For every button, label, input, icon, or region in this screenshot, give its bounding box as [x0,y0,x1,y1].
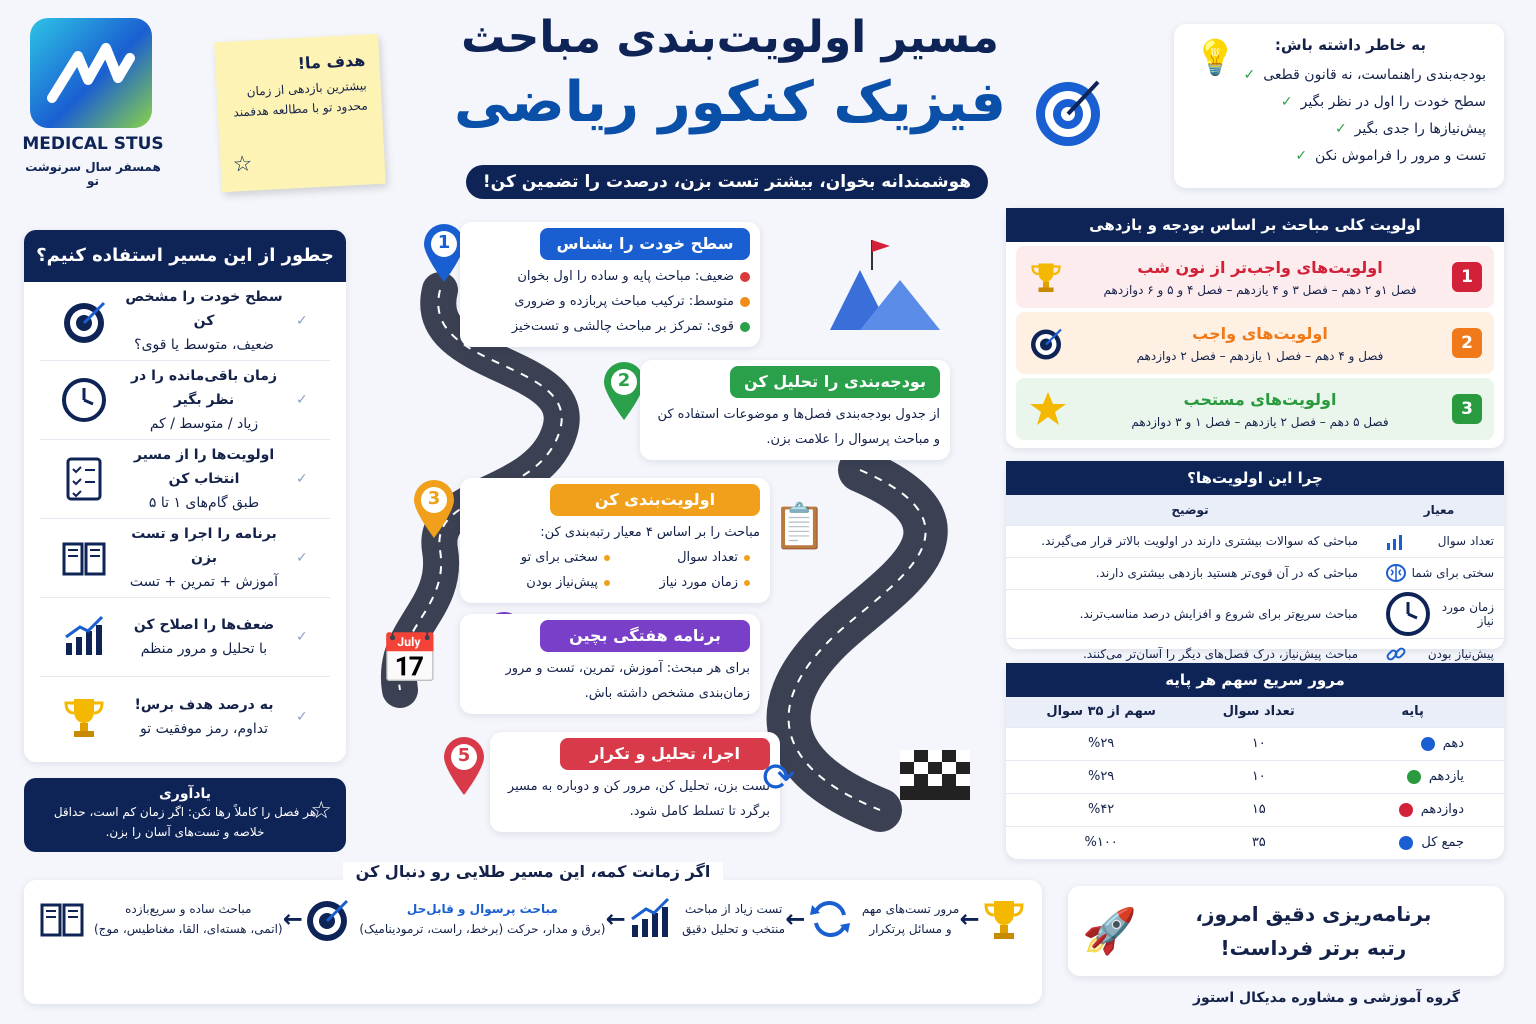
arrow-left-icon: ← [282,905,304,933]
step-line-text: ضعیف: مباحث پایه و ساده را اول بخوان [517,269,734,284]
step-card [460,614,760,714]
priority-row [1016,378,1494,440]
remember-item-text: بودجه‌بندی راهنماست، نه قانون قطعی [1263,67,1486,83]
star-icon [1028,389,1068,429]
criterion-dot [604,580,610,586]
share-row [1006,793,1504,826]
priority-title: اولویت کلی مباحث بر اساس بودجه و بازدهی [1006,208,1504,242]
step-number: 5 [457,745,471,766]
how-to-detail: ضعیف، متوسط یا قوی؟ [134,337,274,353]
chart-icon [626,895,674,943]
brand-name: MEDICAL STUS [22,134,164,154]
remember-item-text: سطح خودت را اول در نظر بگیر [1300,94,1486,110]
check-circle-icon: ✓ [296,471,308,487]
plan-line2: رتبه برتر فرداست! [1220,936,1407,960]
share-count: ۱۰ [1196,727,1321,760]
check-circle-icon: ✓ [296,313,308,329]
check-icon: ✓ [1243,67,1256,83]
check-icon: ✓ [1334,121,1347,137]
priority-detail: فصل و ۴ دهم – فصل ۱ یازدهم – فصل ۲ دوازدهم [1136,348,1384,363]
why-header-criterion: معیار [1374,495,1504,525]
remember-title: به خاطر داشته باش: [1274,36,1426,54]
target-icon [303,895,351,943]
goal-sticky-note [214,34,386,192]
refresh-icon [806,895,854,943]
why-priorities-card [1006,461,1504,661]
step-line [470,289,750,314]
step-body [470,520,760,595]
criterion [610,570,750,595]
rocket-icon: 🚀 [1082,906,1137,957]
check-icon: ✓ [1280,94,1293,110]
step-line [470,264,750,289]
grade-dot [1407,770,1421,784]
priority-card [1006,208,1504,448]
golden-main: مباحث پرسوال و قابل‌حل [406,902,558,916]
step-text: از جدول بودجه‌بندی فصل‌ها و موضوعات استفاده کن و مباحث پرسوال را علامت بزن. [657,407,940,447]
clipboard-icon: 📋 [772,501,827,552]
plan-banner [1068,886,1504,976]
share-title: مرور سریع سهم هر پایه [1006,663,1504,697]
how-to-detail: با تحلیل و مرور منظم [140,641,268,657]
why-criterion-cell [1374,589,1504,638]
how-to-use-card [24,230,346,762]
share-grade: دهم [1442,736,1464,751]
target-icon [56,293,112,349]
priority-text [1080,258,1440,297]
why-criterion-cell [1374,557,1504,589]
criterion [610,545,750,570]
share-header-count: تعداد سوال [1196,697,1321,727]
how-to-row [40,519,330,598]
golden-text [94,899,283,939]
priority-row [1016,312,1494,374]
brain-icon [1384,561,1408,585]
priority-number: 1 [1452,262,1482,292]
arrow-left-icon: ← [785,905,806,933]
reminder-text: هر فصل را کاملاً رها نکن: اگر زمان کم است، حداقل خلاصه و تست‌های آسان را بزن. [53,805,317,839]
step-pin-icon [410,478,458,540]
why-criterion-cell [1374,525,1504,557]
step-body [470,264,750,339]
arrow-left-icon: ← [605,905,626,933]
priority-title: اولویت‌های واجب [1192,323,1328,343]
how-to-text [122,693,286,741]
sticky-title: هدف ما! [297,50,366,74]
why-criterion: تعداد سوال [1437,534,1494,548]
share-percent: %۲۹ [1006,760,1196,793]
remember-item [1192,143,1486,170]
how-to-detail: آموزش + تمرین + تست [129,574,279,590]
chart-icon [56,609,112,665]
why-description: مباحث پیش‌نیاز، درک فصل‌های دیگر را آسان‌تر می‌کنند. [1006,638,1374,670]
brand-logo [30,18,152,128]
grade-dot [1421,737,1435,751]
step-body [470,656,750,706]
how-to-action: برنامه را اجرا و تست بزن [131,526,277,566]
why-table [1006,495,1504,671]
priority-number: 3 [1452,394,1482,424]
arrow-left-icon: ← [959,905,980,933]
golden-main: مباحث ساده و سریع‌بازده [125,902,252,916]
trophy-icon [56,689,112,745]
step-body [650,402,940,452]
priority-detail: فصل ۵ دهم – فصل ۲ یازدهم – فصل ۱ و ۳ دوازدهم [1131,414,1389,429]
why-row [1006,557,1504,589]
criterion-text: پیش‌نیاز بودن [526,575,598,590]
criterion [470,570,610,595]
share-grade: دوازدهم [1420,802,1464,817]
why-description: مباحث سریع‌تر برای شروع و افزایش درصد مناسب‌ترند. [1006,589,1374,638]
road-path [360,210,1000,860]
clock-icon [56,372,112,428]
why-row [1006,589,1504,638]
reminder-title: یادآوری [158,786,212,802]
priority-text [1080,390,1440,429]
remember-card [1174,24,1504,188]
footer-text: گروه آموزشی و مشاوره مدیکال استوز [1193,990,1460,1006]
share-row [1006,760,1504,793]
sticky-text: بیشترین بازدهی از زمان محدود تو با مطالعه هدفمند [233,78,369,120]
share-count: ۱۵ [1196,793,1321,826]
golden-main: تست زیاد از مباحث [684,902,783,916]
criterion-dot [744,555,750,561]
check-icon: ✓ [1295,148,1308,164]
share-percent: %۴۲ [1006,793,1196,826]
share-header-percent: سهم از ۳۵ سوال [1006,697,1196,727]
criterion-text: زمان مورد نیاز [659,575,738,590]
share-grade: یازدهم [1428,769,1464,784]
criterion-dot [744,580,750,586]
criterion-text: تعداد سوال [677,550,738,565]
step-text: تست بزن، تحلیل کن، مرور کن و دوباره به مسیر برگرد تا تسلط کامل شود. [507,779,770,819]
golden-text [682,899,785,939]
how-to-action: زمان باقی‌مانده را در نظر بگیر [130,368,278,408]
golden-main: مرور تست‌های مهم [861,902,960,916]
share-grade-cell [1321,826,1504,859]
trophy-icon [980,895,1028,943]
step-line [470,314,750,339]
reminder-box [24,778,346,852]
golden-detail: و مسائل پرتکرار [869,922,952,936]
golden-detail: (برق و مدار، حرکت (برخط، راست، ترمودینامیک) [359,922,606,936]
share-grade-cell [1321,793,1504,826]
how-to-detail: طبق گام‌های ۱ تا ۵ [148,495,260,511]
why-criterion: پیش‌نیاز بودن [1427,647,1494,661]
how-to-action: سطح خودت را مشخص کن [125,289,283,329]
golden-text [862,899,959,939]
golden-text [359,899,605,939]
step-intro: مباحث را بر اساس ۴ معیار رتبه‌بندی کن: [540,525,760,540]
how-to-detail: زیاد / متوسط / کم [149,416,259,432]
priority-detail: فصل ۱و ۲ دهم – فصل ۳ و ۴ یازدهم – فصل ۴ و ۵ و ۶ دوازدهم [1103,282,1417,297]
page-title: مسیر اولویت‌بندی مباحث [461,12,999,63]
step-card [640,360,950,460]
remember-item-text: پیش‌نیازها را جدی بگیر [1354,121,1486,137]
brand-tagline: همسفر سال سرنوشت تو [25,160,161,188]
remember-item-text: تست و مرور را فراموش نکن [1315,148,1486,164]
step-card [460,478,770,603]
golden-step [303,895,605,943]
star-icon: ☆ [231,151,253,178]
how-to-title: جطور از این مسیر استفاده کنیم؟ [24,230,346,282]
why-criterion: زمان مورد نیاز [1441,599,1494,628]
criterion-text: سختی برای تو [520,550,598,565]
step-title: بودجه‌بندی را تحلیل کن [730,366,940,398]
why-row [1006,525,1504,557]
how-to-row [40,361,330,440]
book-icon [56,530,112,586]
priority-title: اولویت‌های واجب‌تر از نون شب [1137,257,1383,277]
check-circle-icon: ✓ [296,392,308,408]
priority-row [1016,246,1494,308]
step-line-text: متوسط: ترکیب مباحث پربازده و ضروری [514,294,734,309]
check-circle-icon: ✓ [296,550,308,566]
finish-flag-icon [900,750,970,800]
share-table [1006,697,1504,860]
step-title: اولویت‌بندی کن [550,484,760,516]
target-icon [1028,325,1068,361]
step-number: 2 [617,370,631,391]
how-to-row [40,677,330,756]
golden-detail: (اتمی، هسته‌ای، القا، مغناطیس، موج) [94,922,283,936]
share-percent: %۲۹ [1006,727,1196,760]
share-grade-cell [1321,727,1504,760]
remember-item [1192,116,1486,143]
check-circle-icon: ✓ [296,629,308,645]
priority-number: 2 [1452,328,1482,358]
level-dot [740,272,750,282]
how-to-text [122,522,286,594]
criterion [470,545,610,570]
criteria-grid [470,545,760,595]
share-grade-cell [1321,760,1504,793]
share-count: ۱۰ [1196,760,1321,793]
step-card [460,222,760,347]
book-icon [38,895,86,943]
grade-dot [1399,836,1413,850]
how-to-action: اولویت‌ها را از مسیر انتخاب کن [133,447,275,487]
how-to-row [40,598,330,677]
why-criterion: سختی برای شما [1411,566,1494,580]
golden-step [626,895,785,943]
golden-detail: منتخب و تحلیل دقیق [682,922,786,936]
criterion-dot [604,555,610,561]
slogan-banner: هوشمندانه بخوان، بیشتر تست بزن، درصدت را تضمین کن! [466,165,988,199]
refresh-icon: ⟳ [762,755,796,801]
golden-path-card [24,862,1042,1004]
how-to-row [40,282,330,361]
golden-step [980,895,1028,943]
mountain-flag-icon [820,240,821,241]
how-to-text [122,613,286,661]
why-title: چرا این اولویت‌ها؟ [1006,461,1504,495]
golden-step [38,895,283,943]
why-description: مباحثی که در آن قوی‌تر هستید بازدهی بیشتری دارند. [1006,557,1374,589]
star-icon: ☆ [310,796,332,824]
calendar-icon: 📅 [380,631,440,687]
share-percent: %۱۰۰ [1006,826,1196,859]
step-text: برای هر مبحث: آموزش، تمرین، تست و مرور زمان‌بندی مشخص داشته باش. [505,661,750,701]
share-row [1006,826,1504,859]
how-to-text [122,443,286,515]
plan-line1: برنامه‌ریزی دقیق امروز، [1195,902,1432,926]
priority-text [1080,324,1440,363]
how-to-text [122,364,286,436]
lightbulb-icon: 💡 [1194,38,1237,78]
remember-item [1192,89,1486,116]
target-icon [1030,74,1106,150]
how-to-action: به درصد هدف برس! [134,696,274,713]
priority-title: اولویت‌های مستحب [1183,389,1337,409]
share-header-grade: پایه [1321,697,1504,727]
how-to-text [122,285,286,357]
step-title: برنامه هفتگی بچین [540,620,750,652]
how-to-row [40,440,330,519]
step-title: سطح خودت را بشناس [540,228,750,260]
grade-share-card [1006,663,1504,859]
check-circle-icon: ✓ [296,708,308,725]
step-body [500,774,770,824]
share-grade: جمع کل [1421,835,1464,850]
how-to-detail: تداوم، رمز موفقیت تو [139,720,269,737]
step-number: 1 [437,232,451,253]
step-pin-icon [440,735,488,797]
share-row [1006,727,1504,760]
page-subtitle: فیزیک کنکور ریاضی [453,70,1007,135]
step-line-text: قوی: تمرکز بر مباحث چالشی و تست‌خیز [511,319,734,334]
level-dot [740,322,750,332]
trophy-icon [1028,259,1068,295]
grade-dot [1399,803,1413,817]
golden-step [806,895,959,943]
how-to-action: ضعف‌ها را اصلاح کن [133,617,275,633]
step-number: 3 [427,488,441,509]
checklist-icon [56,451,112,507]
golden-title: اگر زمانت کمه، این مسیر طلایی رو دنبال کن [343,862,723,881]
clock-icon [1384,590,1432,638]
why-description: مباحثی که سوالات بیشتری دارند در اولویت بالاتر قرار می‌گیرند. [1006,525,1374,557]
level-dot [740,297,750,307]
bar-chart-icon [1384,529,1408,553]
why-header-description: توضیح [1006,495,1374,525]
step-card [490,732,780,832]
step-title: اجرا، تحلیل و تکرار [560,738,770,770]
share-count: ۳۵ [1196,826,1321,859]
